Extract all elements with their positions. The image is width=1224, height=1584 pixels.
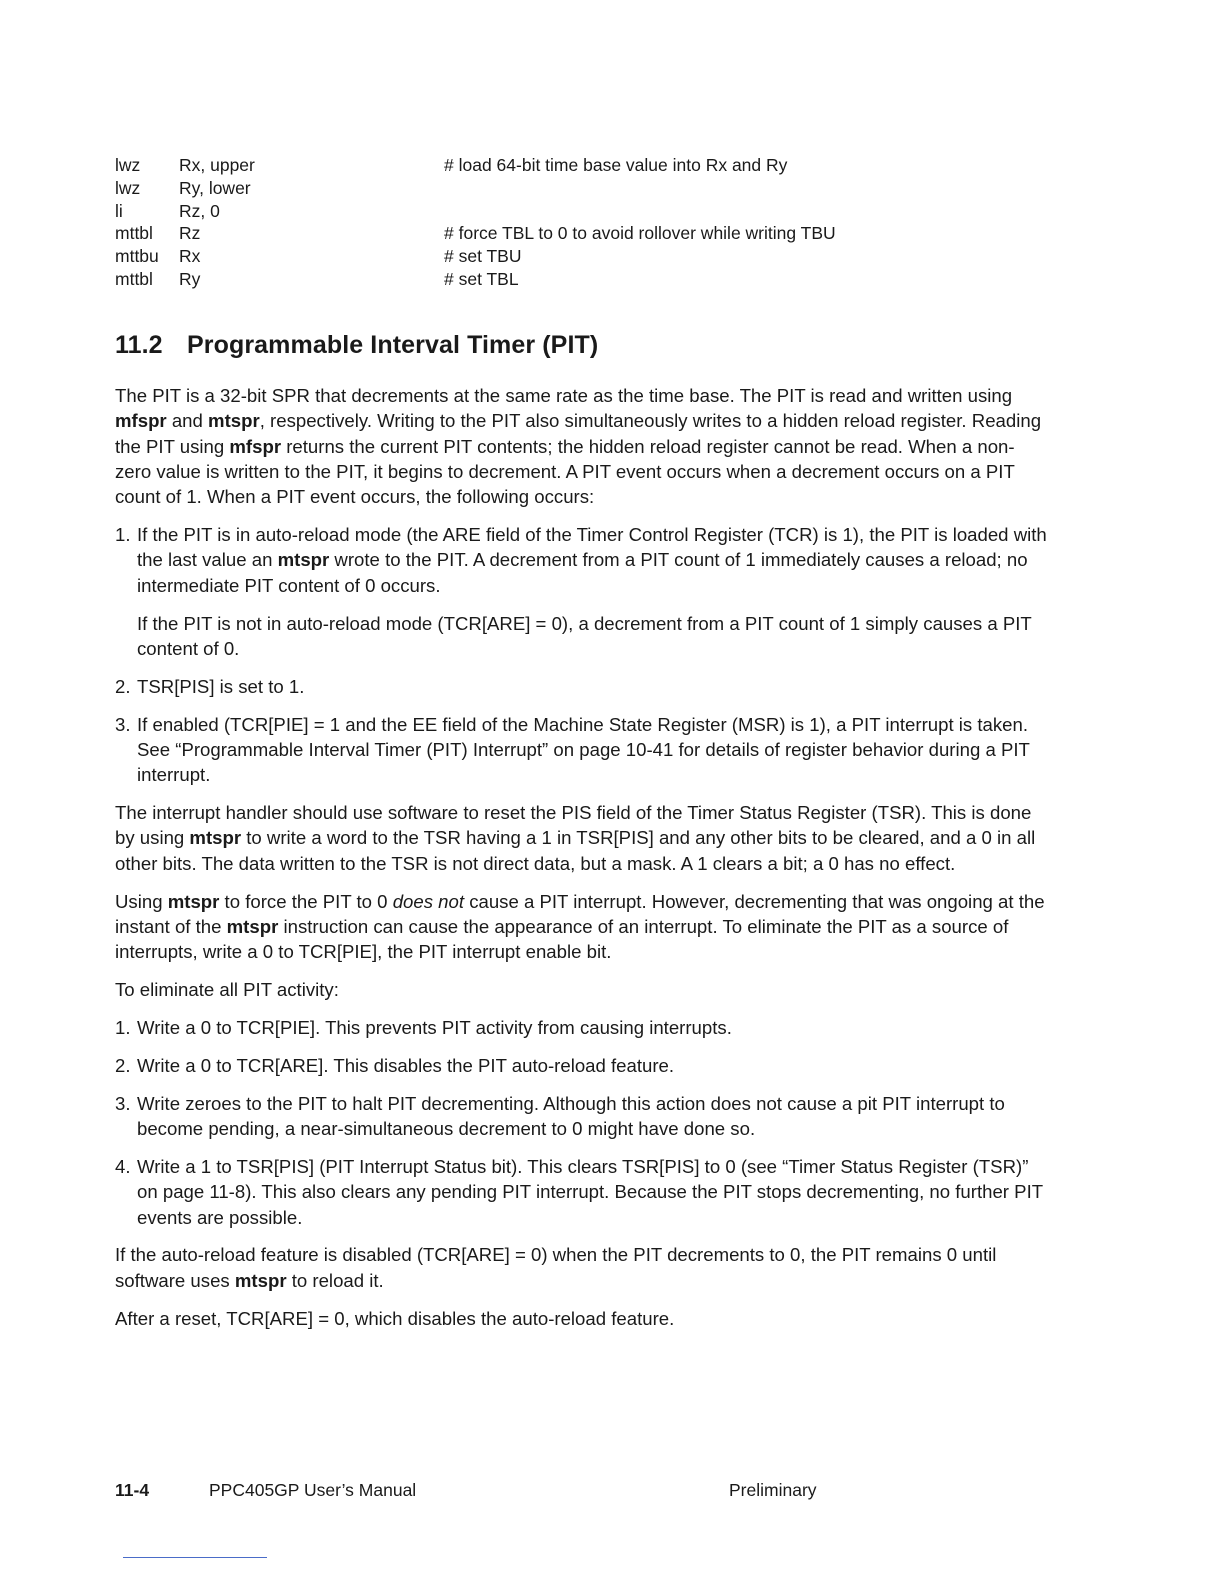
paragraph-intro bbox=[115, 383, 1050, 509]
list-item bbox=[115, 712, 1050, 788]
instruction-mfspr: mfspr bbox=[229, 435, 282, 457]
code-operands: Rz, 0 bbox=[179, 200, 220, 221]
list-item-text: Write a 0 to TCR[PIE]. This prevents PIT activity from causing interrupts. bbox=[137, 1016, 732, 1038]
list-number: 2. bbox=[115, 1054, 131, 1076]
list-item-body bbox=[137, 522, 1050, 661]
code-operands: Ry bbox=[179, 268, 201, 289]
text-run: to force the PIT to 0 bbox=[219, 890, 393, 912]
section-heading bbox=[115, 331, 598, 360]
code-comment: # set TBU bbox=[444, 246, 522, 267]
list-number: 4. bbox=[115, 1155, 131, 1177]
code-opcode: lwz bbox=[115, 177, 141, 198]
code-operands: Rx, upper bbox=[179, 155, 255, 175]
list-item bbox=[115, 1091, 1050, 1142]
text-run: , respectively. Writing to the PIT also simultaneously writes to a hidden reload register. Reading the PIT using bbox=[115, 410, 1042, 457]
list-item-text bbox=[137, 522, 1050, 598]
paragraph-eliminate-intro: To eliminate all PIT activity: bbox=[115, 979, 339, 1001]
list-item-text: If enabled (TCR[PIE] = 1 and the EE field of the Machine State Register (MSR) is 1), a PIT interrupt is taken. See “Programmable Interval Timer (PIT) Interrupt” on page 10-41 for details of register behavior during a PIT interrupt. bbox=[137, 713, 1030, 786]
text-run: returns the current PIT contents; the hidden reload register cannot be read. When a non-zero value is written to the PIT, it begins to decrement. A PIT event occurs when a decrement occurs on a PIT count of 1. When a PIT event occurs, the following occurs: bbox=[115, 435, 1015, 508]
paragraph-after-reset: After a reset, TCR[ARE] = 0, which disables the auto-reload feature. bbox=[115, 1307, 675, 1329]
code-line bbox=[115, 200, 1015, 223]
list-item bbox=[115, 522, 1050, 661]
instruction-mtspr: mtspr bbox=[234, 1269, 287, 1291]
code-listing bbox=[115, 154, 1015, 291]
section-number: 11.2 bbox=[115, 331, 163, 359]
code-opcode: li bbox=[115, 200, 123, 221]
section-title: Programmable Interval Timer (PIT) bbox=[187, 331, 599, 359]
list-item bbox=[115, 1154, 1050, 1230]
text-run: wrote to the PIT. A decrement from a PIT count of 1 immediately causes a reload; no intermediate PIT content of 0 occurs. bbox=[137, 549, 1028, 596]
code-opcode: mttbl bbox=[115, 268, 153, 289]
text-run: to reload it. bbox=[286, 1269, 384, 1291]
paragraph-interrupt-handler bbox=[115, 800, 1050, 876]
code-operands: Ry, lower bbox=[179, 177, 251, 198]
section-body bbox=[115, 383, 1050, 1344]
list-item-subtext: If the PIT is not in auto-reload mode (TCR[ARE] = 0), a decrement from a PIT count of 1 simply causes a PIT content of 0. bbox=[137, 612, 1032, 659]
text-run: cause a PIT interrupt. However, decrementing that was ongoing at the instant of the bbox=[115, 890, 1045, 937]
code-line bbox=[115, 154, 1015, 177]
text-run: The PIT is a 32-bit SPR that decrements at the same rate as the time base. The PIT is read and written using bbox=[115, 385, 1013, 406]
text-run: Using bbox=[115, 890, 168, 912]
code-operands: Rz bbox=[179, 223, 201, 244]
code-line bbox=[115, 268, 1015, 291]
paragraph-force-pit bbox=[115, 889, 1050, 965]
document-title: PPC405GP User’s Manual bbox=[209, 1480, 417, 1500]
paragraph-auto-reload-disabled bbox=[115, 1242, 1050, 1293]
code-opcode: mttbl bbox=[115, 223, 153, 244]
list-item bbox=[115, 674, 1050, 699]
list-item-text: Write a 1 to TSR[PIS] (PIT Interrupt Status bit). This clears TSR[PIS] to 0 (see “Timer Status Register (TSR)” on page 11-8). This also clears any pending PIT interrupt. Because the PIT stops decrementing, no further PIT events are possible. bbox=[137, 1155, 1043, 1228]
instruction-mtspr: mtspr bbox=[167, 890, 220, 912]
list-item-text: Write zeroes to the PIT to halt PIT decrementing. Although this action does not cause a pit PIT interrupt to become pending, a near-simultaneous decrement to 0 might have done so. bbox=[137, 1092, 1005, 1140]
instruction-mfspr: mfspr bbox=[115, 410, 167, 432]
code-line bbox=[115, 245, 1015, 268]
code-comment: # force TBL to 0 to avoid rollover while writing TBU bbox=[444, 223, 836, 244]
list-item bbox=[115, 1015, 1050, 1040]
code-comment bbox=[444, 200, 1015, 223]
emphasis-text: does not bbox=[392, 890, 465, 912]
code-operands: Rx bbox=[179, 246, 201, 267]
footer-rule bbox=[123, 1557, 267, 1558]
list-number: 1. bbox=[115, 1016, 131, 1038]
code-line bbox=[115, 222, 1015, 245]
list-item-text: TSR[PIS] is set to 1. bbox=[137, 675, 305, 697]
text-run: If the PIT is in auto-reload mode (the ARE field of the Timer Control Register (TCR) is 1), the PIT is loaded with the last value an bbox=[137, 524, 1047, 571]
instruction-mtspr: mtspr bbox=[277, 549, 330, 571]
page-number: 11-4 bbox=[115, 1480, 150, 1500]
list-number: 3. bbox=[115, 713, 131, 735]
list-number: 1. bbox=[115, 524, 131, 546]
list-number: 3. bbox=[115, 1092, 131, 1114]
text-run: The interrupt handler should use software to reset the PIS field of the Timer Status Register (TSR). This is done by using bbox=[115, 802, 1032, 849]
instruction-mtspr: mtspr bbox=[226, 915, 279, 937]
code-comment: # set TBL bbox=[444, 268, 519, 289]
code-comment bbox=[444, 177, 1015, 200]
list-item-text: Write a 0 to TCR[ARE]. This disables the PIT auto-reload feature. bbox=[137, 1054, 675, 1076]
document-status: Preliminary bbox=[729, 1480, 817, 1500]
code-opcode: lwz bbox=[115, 155, 141, 175]
text-run: If the auto-reload feature is disabled (TCR[ARE] = 0) when the PIT decrements to 0, the PIT remains 0 until software uses bbox=[115, 1244, 997, 1291]
text-run: to write a word to the TSR having a 1 in TSR[PIS] and any other bits to be cleared, and a 0 in all other bits. The data written to the TSR is not direct data, but a mask. A 1 clears a bit; a 0 has no effect. bbox=[115, 827, 1036, 874]
list-item bbox=[115, 1053, 1050, 1078]
list-number: 2. bbox=[115, 675, 131, 697]
code-comment: # load 64-bit time base value into Rx and Ry bbox=[444, 155, 788, 175]
text-run: and bbox=[166, 410, 209, 432]
code-line bbox=[115, 177, 1015, 200]
instruction-mtspr: mtspr bbox=[208, 410, 260, 432]
text-run: instruction can cause the appearance of an interrupt. To eliminate the PIT as a source of interrupts, write a 0 to TCR[PIE], the PIT interrupt enable bit. bbox=[115, 915, 1009, 963]
code-opcode: mttbu bbox=[115, 246, 159, 267]
instruction-mtspr: mtspr bbox=[189, 827, 242, 849]
